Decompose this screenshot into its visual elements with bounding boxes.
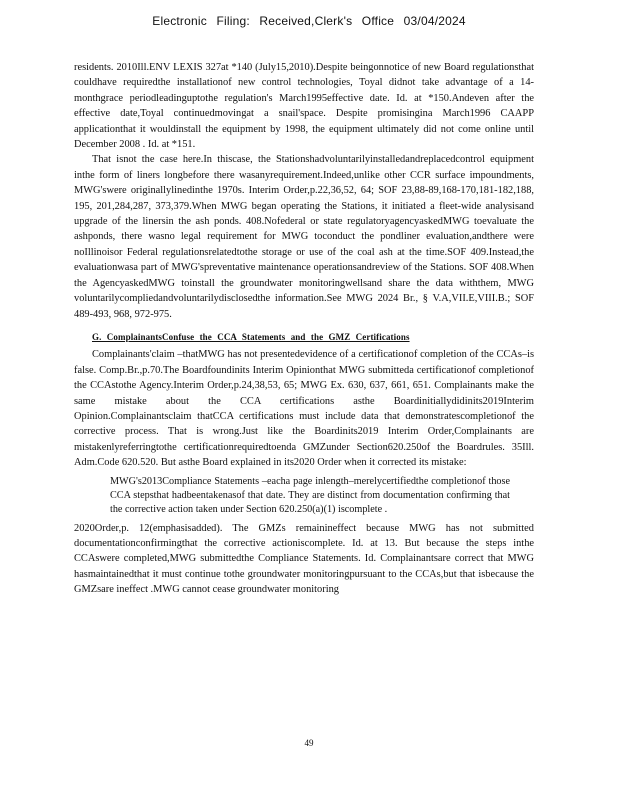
- paragraph: Complainants'claim –thatMWG has not presentedevidence of a certificationof completion of the CCAs–is false. Comp.Br.,p.70.The Boardfoundinits Interim Opinionthat MWG submitteda certificationof completionof the CCAstothe Agency.Interim Order,p.24,38,53, 65; MWG Ex. 630, 637, 661, 651. Complainants make the same mistake about the CCA certifications asthe Boardinitiallydidinits2019Interim Opinion.Complainantsclaim thatCCA certifications must include data that demonstratescompletionof the corrective process. That is wrong.Just like the Boardinits2019 Interim Order,Complainants are mistakenlyreferringtothe certificationrequiredtoenda GMZunder Section620.250of the Boardrules. 35Ill. Adm.Code 620.520. But asthe Board explained in its2020 Order when it corrected its mistake:: [74, 349, 534, 469]
- paragraph: That isnot the case here.In thiscase, the Stationshadvoluntarilyinstalledandreplacedcontrol equipment inthe form of liners longbefore there wasanyrequirement.Indeed,unlike other CCR surface impoundments, MWG'swere originallylinedinthe 1970s. Interim Order,p.22,36,52, 64; SOF 23,88-89,168-170,181-182,188, 195, 201,284,287, 373,379.When MWG began operating the Stations, it initiated a fleet-wide analysisand upgrade of the linersin the ash ponds. 408.Nofederal or state regulatoryagencyaskedMWG toevaluate the ashponds, there wasno legal requirement for MWG toconduct the pondliner evaluation,andthere were noIllinoisor Federal regulationsrelatedtothe storage or use of the coal ash at the time.SOF 409.Instead,the evaluationwasa part of MWG'spreventative maintenance operationsandreview of the Stations. SOF 408.When the AgencyaskedMWG toinstall the groundwater monitoringwellsand share the data withthem, MWG voluntarilycompliedandvoluntarilydisclosedthe information.See MWG 2024 Br., § V.A,VII.E,VIII.B.; SOF 489-493, 968, 972-975.: [74, 154, 534, 320]
- page-number: 49: [304, 738, 314, 748]
- section-heading: G. ComplainantsConfuse the CCA Statements and the GMZ Certifications: [92, 331, 410, 342]
- document-body: [74, 60, 534, 598]
- paragraph-closing: 2020Order,p. 12(emphasisadded). The GMZs remainineffect because MWG has not submitted documentationconfirmingthat the corrective actioniscomplete. Id. at 13. But because the steps inthe CCAswere completed,MWG submittedthe Compliance Statements. Id. Complainantsare correct that MWG hasmaintainedthat it must continue tothe groundwater monitoringpursuant to the CCAs,but that isbecause the GMZsare ineffect .MWG cannot cease groundwater monitoring: [74, 522, 534, 596]
- block-quote: MWG's2013Compliance Statements –eacha page inlength–merelycertifiedthe completionof those CCA stepsthat hadbeentakenasof that date. They are distinct from documentation confirming that the corrective action taken under Section 620.250(a)(1) iscomplete .: [110, 475, 510, 515]
- paragraph-continued: residents. 2010Ill.ENV LEXIS 327at *140 (July15,2010).Despite beingonnotice of new Board regulationsthat couldhave requiredthe installationof new control technologies, Toyal didnot take advantage of a 14-monthgrace periodleadinguptothe regulation's March1995effective date. Id. at *150.Andeven after the effective date,Toyal continuedmovingat a snail'space. Despite promisingina March1996 CAAPP applicationthat it wouldinstall the equipment by 1998, the equipment ultimately did not come online until December 2008 . Id. at *151.: [74, 62, 534, 151]
- filing-header: Electronic Filing: Received,Clerk's Office 03/04/2024: [152, 14, 466, 28]
